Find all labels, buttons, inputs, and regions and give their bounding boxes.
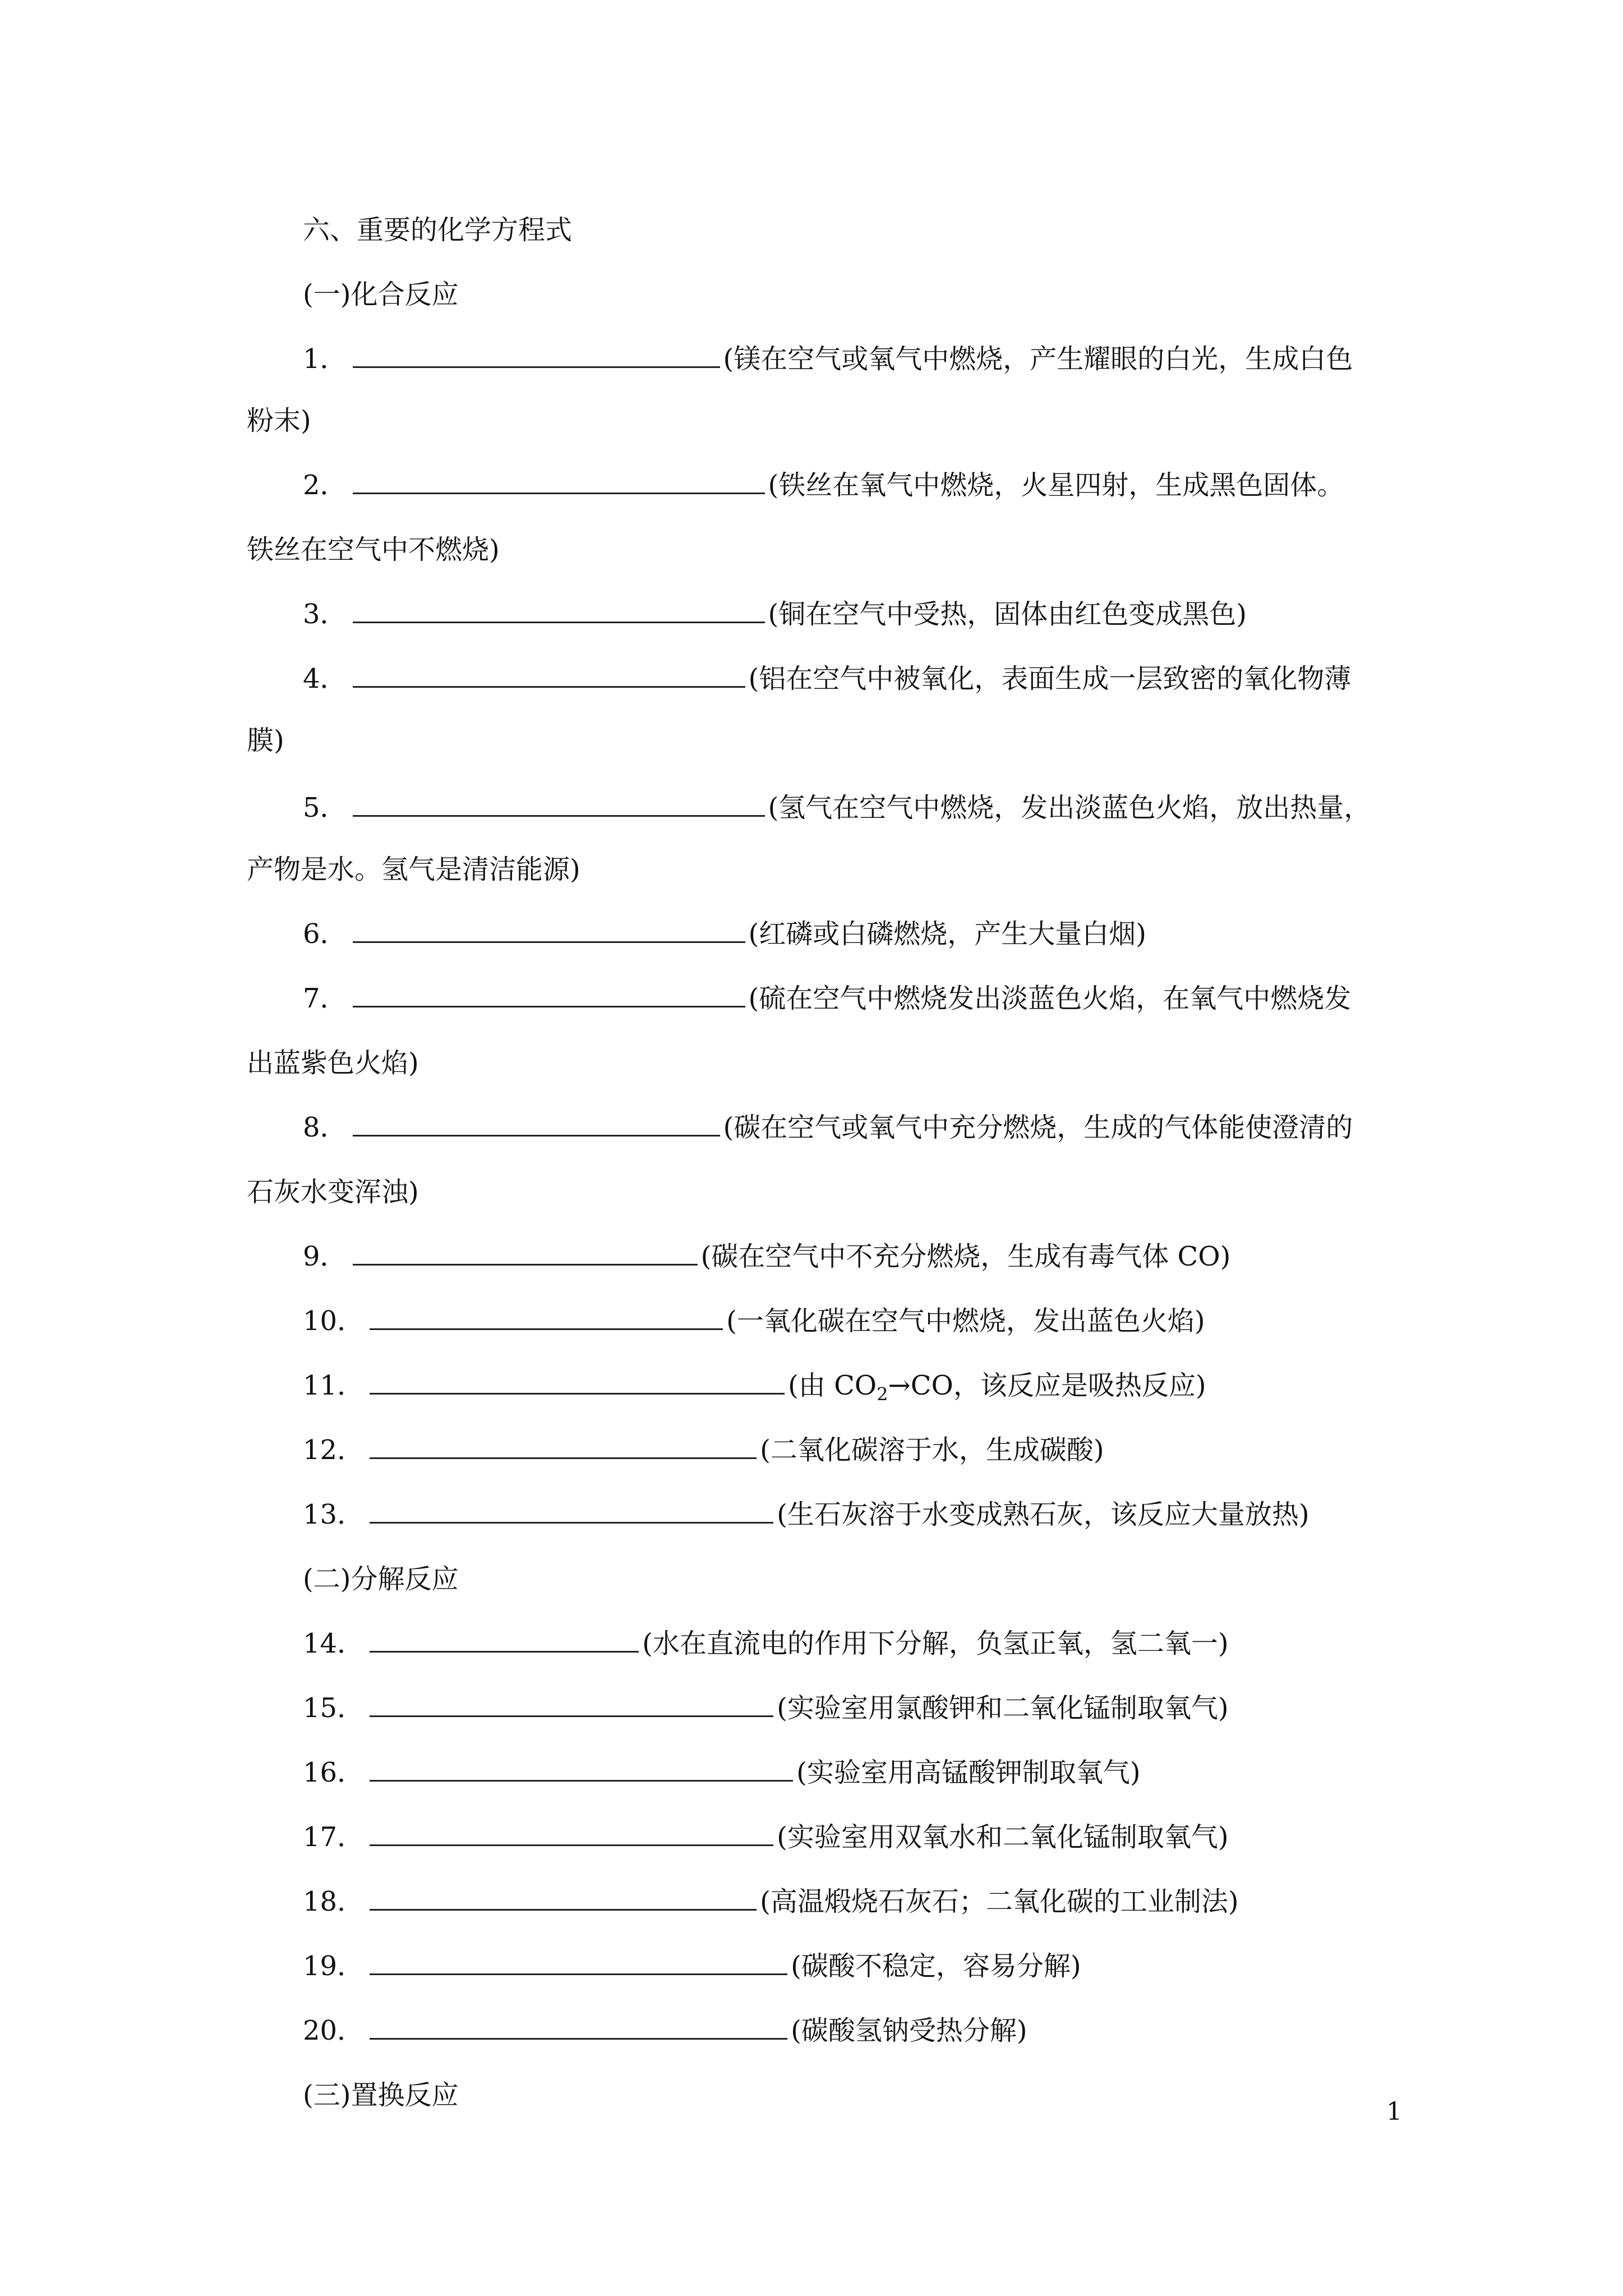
answer-blank[interactable] xyxy=(370,1778,793,1782)
list-item xyxy=(303,912,1593,956)
list-item xyxy=(303,785,1593,830)
answer-blank[interactable] xyxy=(370,1455,757,1459)
answer-blank[interactable] xyxy=(370,1326,723,1330)
item-description: (水在直流电的作用下分解，负氢正氧，氢二氧一) xyxy=(642,1628,1229,1659)
group-heading-displacement: (三)置换反应 xyxy=(303,2079,459,2111)
answer-blank[interactable] xyxy=(353,1262,698,1266)
item-number: 11． xyxy=(303,1370,365,1401)
item-description: (碳酸不稳定，容易分解) xyxy=(791,1950,1081,1982)
answer-blank[interactable] xyxy=(353,364,720,368)
item-number: 6． xyxy=(303,918,347,950)
item-description: (高温煅烧石灰石；二氧化碳的工业制法) xyxy=(760,1886,1239,1917)
item-description: (红磷或白磷燃烧，产生大量白烟) xyxy=(748,918,1147,950)
item-description-continued: 铁丝在空气中不燃烧) xyxy=(247,534,500,565)
list-item xyxy=(303,1750,1593,1795)
item-description-continued: 出蓝紫色火焰) xyxy=(247,1047,419,1079)
page-number: 1 xyxy=(1386,2097,1402,2126)
item-description: (铜在空气中受热，固体由红色变成黑色) xyxy=(768,599,1247,630)
group-heading-combination: (一)化合反应 xyxy=(303,279,459,310)
item-number: 8． xyxy=(303,1112,347,1143)
answer-blank[interactable] xyxy=(353,490,765,494)
list-item xyxy=(303,2008,1593,2053)
item-description: (一氧化碳在空气中燃烧，发出蓝色火焰) xyxy=(726,1305,1205,1337)
list-item xyxy=(303,1686,1593,1731)
item-number: 7． xyxy=(303,983,347,1014)
answer-blank[interactable] xyxy=(353,939,745,943)
item-description: (生石灰溶于水变成熟石灰，该反应大量放热) xyxy=(777,1499,1310,1530)
answer-blank[interactable] xyxy=(370,1971,787,1975)
item-description-continued: 粉末) xyxy=(247,405,311,436)
item-number: 13． xyxy=(303,1499,365,1530)
answer-blank[interactable] xyxy=(370,1391,785,1395)
list-item xyxy=(303,1363,1593,1408)
answer-blank[interactable] xyxy=(353,619,765,623)
item-description: (由 CO xyxy=(788,1370,877,1401)
item-description: (二氧化碳溶于水，生成碳酸) xyxy=(760,1434,1104,1466)
list-item xyxy=(303,976,1593,1021)
answer-blank[interactable] xyxy=(370,1842,773,1846)
answer-blank[interactable] xyxy=(370,1649,639,1653)
item-number: 16． xyxy=(303,1757,365,1788)
answer-blank[interactable] xyxy=(370,1713,773,1717)
item-description: (实验室用高锰酸钾制取氧气) xyxy=(796,1757,1141,1788)
subscript: 2 xyxy=(877,1383,888,1405)
list-item xyxy=(303,1234,1593,1279)
answer-blank[interactable] xyxy=(370,1520,773,1524)
list-item xyxy=(303,337,1593,381)
item-description: (实验室用氯酸钾和二氧化锰制取氧气) xyxy=(777,1692,1229,1724)
item-number: 17． xyxy=(303,1821,365,1853)
list-item xyxy=(303,1621,1593,1666)
section-title: 六、重要的化学方程式 xyxy=(303,214,573,246)
item-description-continued: 膜) xyxy=(247,725,284,756)
item-number: 15． xyxy=(303,1692,365,1724)
list-item xyxy=(303,1815,1593,1860)
item-number: 9． xyxy=(303,1241,347,1272)
list-item xyxy=(303,656,1593,701)
item-description-continued: 产物是水。氢气是清洁能源) xyxy=(247,854,580,885)
answer-blank[interactable] xyxy=(353,813,765,817)
item-description: (碳在空气或氧气中充分燃烧，生成的气体能使澄清的 xyxy=(723,1112,1353,1143)
list-item xyxy=(303,1105,1593,1150)
item-number: 19． xyxy=(303,1950,365,1982)
item-number: 18． xyxy=(303,1886,365,1917)
list-item xyxy=(303,1428,1593,1473)
answer-blank[interactable] xyxy=(370,1907,757,1911)
list-item xyxy=(303,463,1593,508)
list-item xyxy=(303,1879,1593,1924)
item-description: (硫在空气中燃烧发出淡蓝色火焰，在氧气中燃烧发 xyxy=(748,983,1352,1014)
answer-blank[interactable] xyxy=(370,2036,787,2040)
item-number: 1． xyxy=(303,343,347,375)
item-description: (铝在空气中被氧化，表面生成一层致密的氧化物薄 xyxy=(748,663,1352,694)
item-description: (碳在空气中不充分燃烧，生成有毒气体 CO) xyxy=(700,1241,1231,1272)
item-description: (氢气在空气中燃烧，发出淡蓝色火焰，放出热量， xyxy=(768,792,1371,823)
item-description: (碳酸氢钠受热分解) xyxy=(791,2015,1027,2046)
item-number: 2． xyxy=(303,470,347,501)
item-number: 10． xyxy=(303,1305,365,1337)
group-heading-decomposition: (二)分解反应 xyxy=(303,1563,459,1595)
list-item xyxy=(303,1299,1593,1343)
item-number: 5． xyxy=(303,792,347,823)
list-item xyxy=(303,592,1593,637)
item-number: 14． xyxy=(303,1628,365,1659)
item-number: 20． xyxy=(303,2015,365,2046)
item-description: (铁丝在氧气中燃烧，火星四射，生成黑色固体。 xyxy=(768,470,1344,501)
item-description: (实验室用双氧水和二氧化锰制取氧气) xyxy=(777,1821,1229,1853)
list-item xyxy=(303,1492,1593,1537)
item-number: 4． xyxy=(303,663,347,694)
item-number: 12． xyxy=(303,1434,365,1466)
item-description-continued: 石灰水变浑浊) xyxy=(247,1176,419,1208)
item-description: →CO，该反应是吸热反应) xyxy=(888,1370,1206,1401)
answer-blank[interactable] xyxy=(353,1133,720,1137)
item-number: 3． xyxy=(303,599,347,630)
list-item xyxy=(303,1944,1593,1989)
answer-blank[interactable] xyxy=(353,1004,745,1007)
answer-blank[interactable] xyxy=(353,684,745,688)
item-description: (镁在空气或氧气中燃烧，产生耀眼的白光，生成白色 xyxy=(723,343,1353,375)
